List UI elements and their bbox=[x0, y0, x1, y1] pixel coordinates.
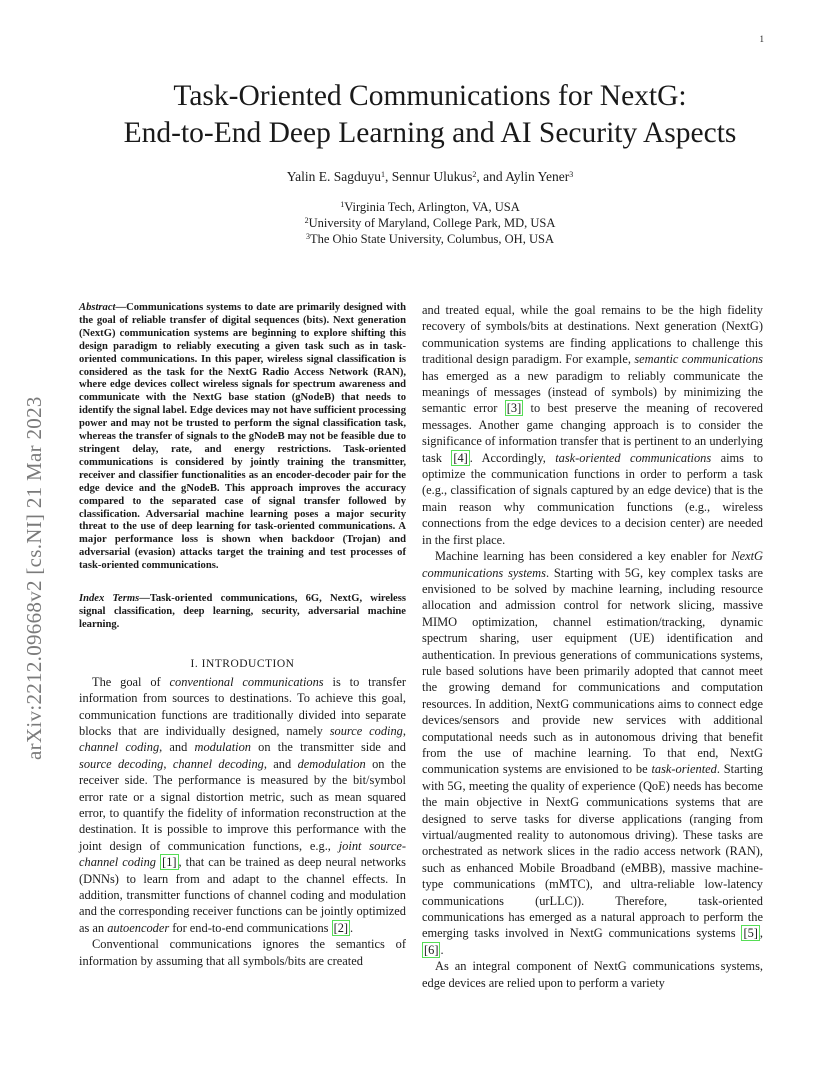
text-run: , and bbox=[159, 740, 195, 755]
index-terms-dash: — bbox=[139, 593, 150, 605]
author-3: Aylin Yener bbox=[505, 169, 570, 184]
text-run: . bbox=[350, 920, 354, 935]
text-run: . Accordingly, bbox=[469, 450, 556, 465]
text-run: . Starting with 5G, meeting the quality of experience (QoE) needs has become the main objective in NextG communications systems that are designed to serve tasks for diverse applications (ranging from virtual/augmented reality to autonomous driving). These tasks are orchestrated as network slices in the radio access network (RAN), such as enhanced Mobile Broadband (eMBB), massive machine-type communications (mMTC), and ultra-reliable low-latency communications (urLLC)). Therefore, task-oriented communications has emerged as a natural approach to perform the emerging tasks involved in NextG communications systems bbox=[422, 762, 764, 941]
affiliation-3-text: The Ohio State University, Columbus, OH, USA bbox=[310, 232, 554, 246]
right-column bbox=[422, 302, 763, 991]
author-list bbox=[60, 169, 800, 185]
citation-link-5[interactable]: [5] bbox=[743, 926, 758, 941]
affiliation-1 bbox=[60, 199, 800, 215]
citation-link-1[interactable]: [1] bbox=[162, 855, 177, 870]
text-run: on the receiver side. The performance is measured by the bit/symbol error rate or a signal distortion metric, such as mean squared error, to quantify the fidelity of information reconstruction at the destination. It is possible to improve this performance with the joint design of communication functions, e.g., bbox=[79, 756, 406, 853]
intro-paragraph-2-continued bbox=[422, 302, 763, 548]
author-1: Yalin E. Sagduyu bbox=[286, 169, 381, 184]
author-separator-2: , and bbox=[476, 169, 506, 184]
text-run: and treated equal, while the goal remains to be the high fidelity recovery of symbols/bits at destinations. Next generation (NextG) communication systems are finding applications to challenge this traditional design paradigm. For example, bbox=[422, 303, 763, 367]
affiliation-3 bbox=[60, 231, 800, 247]
emphasis: autoencoder bbox=[107, 920, 170, 935]
emphasis: task-oriented communications bbox=[555, 450, 712, 465]
intro-paragraph-4: As an integral component of NextG communications systems, edge devices are relied upon to perform a variety bbox=[422, 959, 763, 990]
text-run: The goal of bbox=[92, 674, 170, 689]
author-separator-1: , bbox=[385, 169, 392, 184]
text-run: on the transmitter side and bbox=[250, 740, 406, 755]
section-numeral: I. bbox=[190, 657, 202, 670]
abstract bbox=[79, 302, 406, 573]
affiliation-2-sup: 2 bbox=[304, 216, 309, 225]
author-2-sup: 2 bbox=[472, 170, 477, 179]
emphasis: NextG communications systems bbox=[422, 549, 763, 580]
text-run: . bbox=[440, 942, 444, 957]
affiliation-2-text: University of Maryland, College Park, MD, USA bbox=[308, 216, 556, 230]
section-first-letter: I bbox=[201, 657, 206, 670]
affiliation-1-text: Virginia Tech, Arlington, VA, USA bbox=[344, 200, 520, 214]
text-run: to best preserve the meaning of recovered messages. Another game changing approach is to consider the significance of information transfer that is pertinent to an underlying task bbox=[422, 401, 763, 465]
emphasis: source coding bbox=[329, 723, 403, 738]
abstract-dash: — bbox=[115, 302, 127, 313]
left-column bbox=[79, 302, 406, 969]
citation-link-2[interactable]: [2] bbox=[333, 920, 349, 935]
abstract-label: Abstract bbox=[79, 302, 116, 313]
paper-title bbox=[60, 78, 800, 152]
section-heading-introduction bbox=[79, 658, 406, 670]
emphasis: source decoding bbox=[79, 756, 164, 771]
intro-paragraph-2: Conventional communications ignores the semantics of information by assuming that all symbols/bits are created bbox=[79, 937, 406, 968]
emphasis: conventional communications bbox=[169, 674, 324, 689]
emphasis: channel decoding bbox=[172, 756, 264, 771]
citation-link-4[interactable]: [4] bbox=[453, 450, 468, 465]
emphasis: demodulation bbox=[297, 756, 366, 771]
emphasis: channel coding bbox=[79, 740, 160, 755]
title-line-2: End-to-End Deep Learning and AI Security Aspects bbox=[123, 117, 737, 149]
affiliation-3-sup: 3 bbox=[306, 232, 310, 241]
index-terms-label: Index Terms bbox=[79, 593, 140, 605]
affiliation-2 bbox=[60, 215, 800, 231]
intro-paragraph-1 bbox=[79, 674, 406, 937]
affiliation-list bbox=[60, 199, 800, 247]
author-2: Sennur Ulukus bbox=[391, 169, 473, 184]
citation-link-3[interactable]: [3] bbox=[506, 401, 522, 416]
emphasis: task-oriented bbox=[651, 762, 717, 777]
arxiv-identifier: arXiv:2212.09668v2 [cs.NI] 21 Mar 2023 bbox=[22, 396, 46, 760]
text-run: , and bbox=[263, 756, 298, 771]
intro-paragraph-3 bbox=[422, 548, 763, 958]
text-run: , bbox=[402, 723, 406, 738]
abstract-text: Communications systems to date are primarily designed with the goal of reliable transfer of digital sequences (bits). Next generation (NextG) communication systems are beginning to explore shifting this design paradigm to reliably executing a given task such as in task-oriented communications. In this paper, wireless signal classification is considered as the task for the NextG Radio Access Network (RAN), where edge devices collect wireless signals for spectrum awareness and communicate with the NextG base station (gNodeB) that needs to identify the signal label. Edge devices may not have sufficient processing power and may not be trusted to perform the signal classification task, whereas the transfer of signals to the gNodeB may not be feasible due to stringent delay, rate, and energy restrictions. Task-oriented communications is considered by jointly training the transmitter, receiver and classifier functionalities as an encoder-decoder pair for the edge device and the gNodeB. This approach improves the accuracy compared to the separated case of signal transfer followed by classification. Adversarial machine learning poses a major security threat to the use of deep learning for task-oriented communications. A major performance loss is shown when backdoor (Trojan) and adversarial (evasion) attacks target the training and test processes of task-oriented communications. bbox=[79, 302, 406, 572]
text-run: has emerged as a new paradigm to reliably communicate the meanings of messages (instead of symbols) by minimizing the semantic error bbox=[422, 368, 763, 416]
author-1-sup: 1 bbox=[381, 170, 385, 179]
text-run: . Starting with 5G, key complex tasks are envisioned to be solved by machine learning, including resource allocation and admission control for network slicing, massive MIMO optimization, channel estimation/tracking, dynamic spectrum sharing, user equipment (UE) identification and authentication. In previous generations of communications systems, rule based solutions have been primarily adopted that cannot meet the growing demand for communications and computation resources. In addition, NextG communications aims to connect edge devices/sensors and provide new services with additional computational needs such as in autonomous driving that benefit from the use of machine learning. To that end, NextG communication systems are envisioned to be bbox=[422, 565, 764, 777]
index-terms bbox=[79, 593, 406, 632]
title-line-1: Task-Oriented Communications for NextG: bbox=[173, 80, 687, 112]
emphasis: modulation bbox=[194, 740, 251, 755]
text-run: for end-to-end communications bbox=[169, 920, 332, 935]
text-run: Machine learning has been considered a key enabler for bbox=[435, 549, 732, 564]
text-run: , bbox=[163, 756, 173, 771]
index-terms-text: Task-oriented communications, 6G, NextG, wireless signal classification, deep learning, security, adversarial machine learning. bbox=[79, 593, 406, 630]
text-run: , that can be trained as deep neural networks (DNNs) to learn from and adapt to the channel effects. In addition, transmitter functions of channel coding and modulation and the corresponding receiver functions can be jointly optimized as an bbox=[79, 855, 406, 935]
author-3-sup: 3 bbox=[569, 170, 574, 179]
page-number: 1 bbox=[759, 34, 764, 44]
section-rest: NTRODUCTION bbox=[205, 657, 295, 670]
citation-link-6[interactable]: [6] bbox=[424, 942, 439, 957]
emphasis: semantic communications bbox=[634, 352, 764, 367]
affiliation-1-sup: 1 bbox=[340, 200, 345, 209]
text-run: is to transfer information from sources to destinations. To achieve this goal, communication functions are traditionally divided into separate blocks that are individually designed, namely bbox=[79, 674, 406, 738]
emphasis: joint source-channel coding bbox=[79, 838, 406, 870]
text-run: aims to optimize the communication functions in order to perform a task (e.g., classification of signals captured by an edge device) that is the main reason why communication functions (e.g., wireless connections from the edge devices to a decision center) are needed in the first place. bbox=[422, 450, 763, 547]
text-run: , bbox=[759, 926, 763, 941]
